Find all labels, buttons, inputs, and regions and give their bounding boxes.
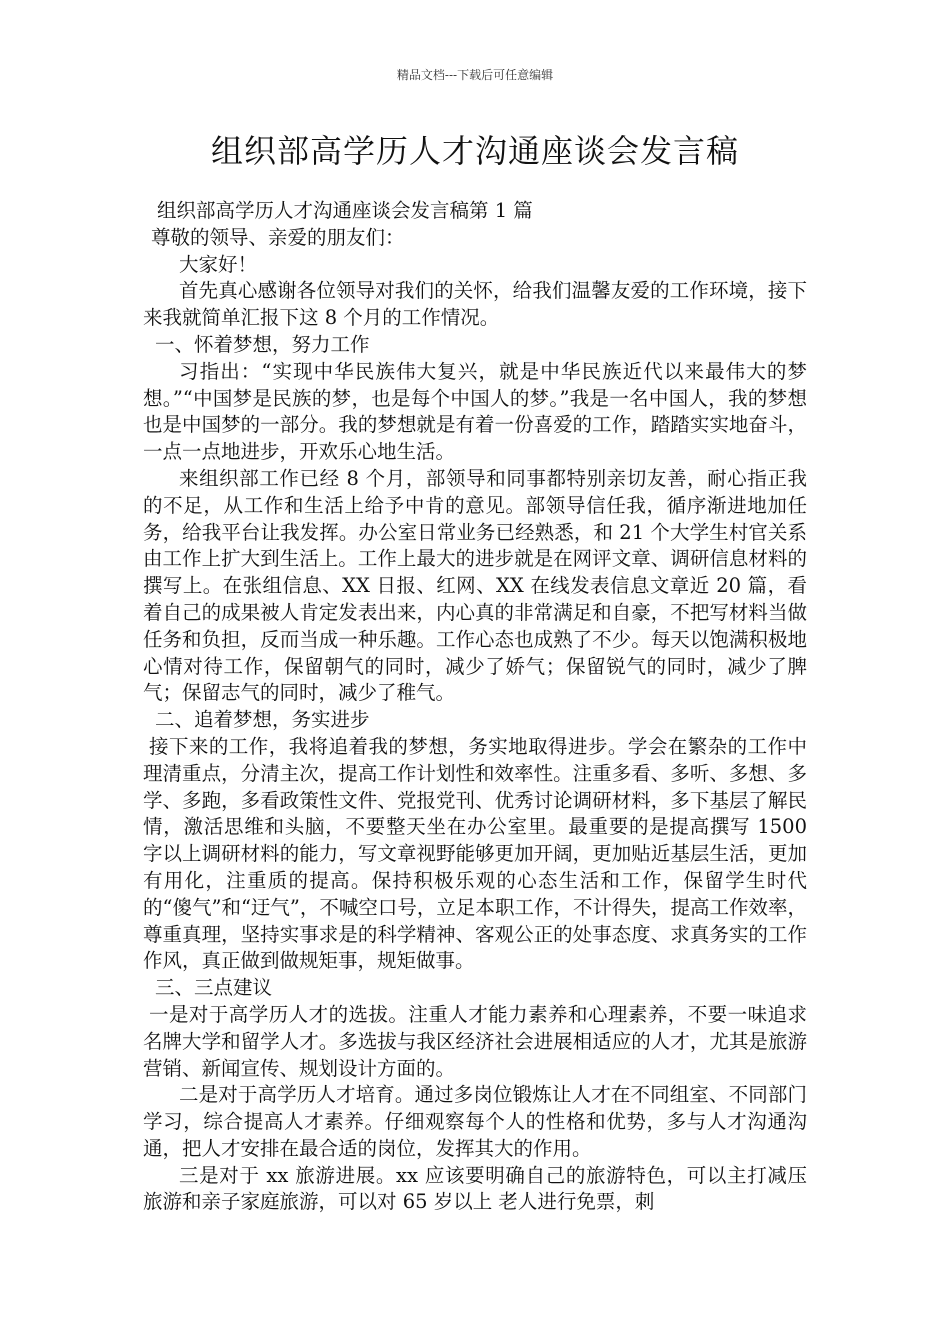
header-note: 精品文档---下载后可任意编辑 <box>396 68 554 82</box>
salutation: 尊敬的领导、亲爱的朋友们： <box>151 225 405 249</box>
section-heading-2: 二、追着梦想，务实进步 <box>155 708 370 732</box>
section-heading-1: 一、怀着梦想，努力工作 <box>155 332 370 356</box>
paragraph-3: 接下来的工作，我将追着我的梦想，务实地取得进步。学会在繁杂的工作中理清重点，分清主次，提高工作计划性和效率性。注重多看、多听、多想、多学、多跑，多看政策性文件、党报党刊、优秀讨论调研材料，多下基层了解民情，激活思维和头脑，不要整天坐在办公室里。最重要的是提高撰写 1500 字以上调研材料的能力，写文章视野能够更加开阔，更加贴近基层生活，更加有用化，注重质的提高。保持积极乐观的心态生活和工作，保留学生时代的“傻气”和“迂气”，不喊空口号，立足本职工作，不计得失，提高工作效率，尊重真理，坚持实事求是的科学精神、客观公正的处事态度、求真务实的工作作风，真正做到做规矩事，规矩做事。 <box>143 734 807 973</box>
document-title: 组织部高学历人才沟通座谈会发言稿 <box>210 132 739 170</box>
subtitle: 组织部高学历人才沟通座谈会发言稿第 1 篇 <box>157 199 533 222</box>
paragraph-intro: 首先真心感谢各位领导对我们的关怀，给我们温馨友爱的工作环境，接下来我就简单汇报下这 8 个月的工作情况。 <box>143 279 807 330</box>
greeting: 大家好！ <box>179 252 258 276</box>
paragraph-2: 来组织部工作已经 8 个月，部领导和同事都特别亲切友善，耐心指正我的不足，从工作和生活上给予中肯的意见。部领导信任我，循序渐进地加任务，给我平台让我发挥。办公室日常业务已经熟悉，和 21 个大学生村官关系由工作上扩大到生活上。工作上最大的进步就是在网评文章、调研信息材料的撰写上。在张组信息、XX 日报、红网、XX 在线发表信息文章近 20 篇，看着自己的成果被人肯定发表出来，内心真的非常满足和自豪，不把写材料当做任务和负担，反而当成一种乐趣。工作心态也成熟了不少。每天以饱满积极地心情对待工作，保留朝气的同时，减少了娇气；保留锐气的同时，减少了脾气；保留志气的同时，减少了稚气。 <box>143 466 807 705</box>
paragraph-5: 二是对于高学历人才培育。通过多岗位锻炼让人才在不同组室、不同部门学习，综合提高人才素养。仔细观察每个人的性格和优势，多与人才沟通沟通，把人才安排在最合适的岗位，发挥其大的作用。 <box>143 1083 807 1160</box>
document-body <box>143 198 807 1216</box>
paragraph-4: 一是对于高学历人才的选拔。注重人才能力素养和心理素养，不要一味追求名牌大学和留学人才。多选拔与我区经济社会进展相适应的人才，尤其是旅游营销、新闻宣传、规划设计方面的。 <box>143 1002 807 1080</box>
paragraph-1: 习指出：“实现中华民族伟大复兴，就是中华民族近代以来最伟大的梦想。”“中国梦是民族的梦，也是每个中国人的梦。”我是一名中国人，我的梦想也是中国梦的一部分。我的梦想就是有着一份喜爱的工作，踏踏实实地奋斗，一点一点地进步，开欢乐心地生活。 <box>143 359 807 464</box>
section-heading-3: 三、三点建议 <box>155 976 273 1000</box>
paragraph-6: 三是对于 xx 旅游进展。xx 应该要明确自己的旅游特色，可以主打减压旅游和亲子家庭旅游，可以对 65 岁以上 老人进行免票，刺 <box>143 1163 807 1214</box>
